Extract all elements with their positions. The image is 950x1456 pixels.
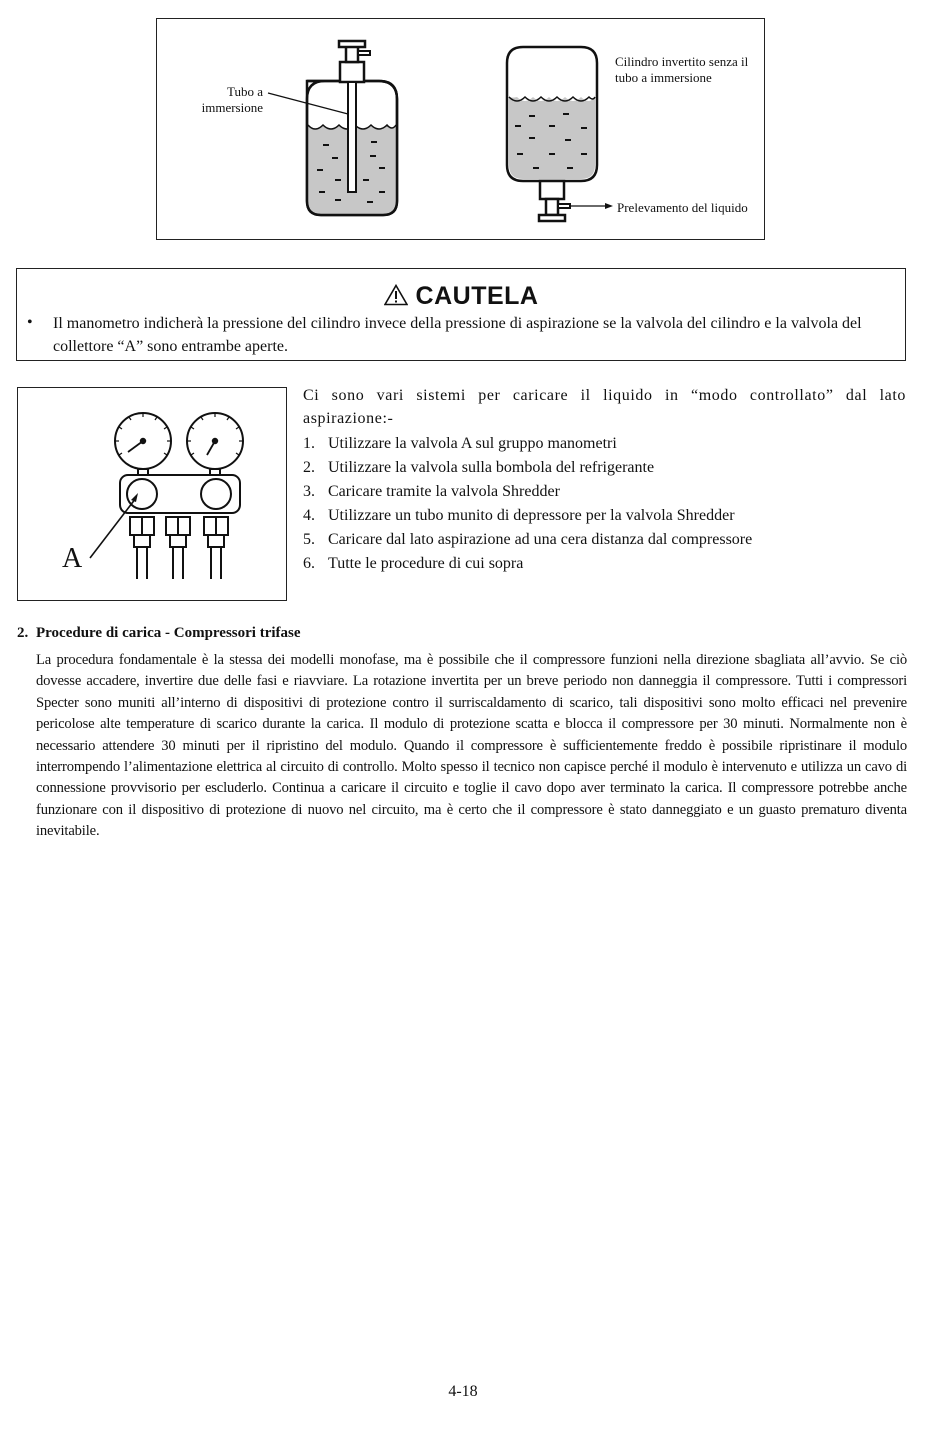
cylinder-figure	[156, 18, 765, 240]
warning-triangle-icon	[384, 284, 408, 313]
charging-intro: Ci sono vari sistemi per caricare il liquido in “modo controllato” dal lato aspirazione:-	[303, 387, 906, 427]
list-item: 1. Utilizzare la valvola A sul gruppo manometri	[303, 435, 617, 452]
caution-text: Il manometro indicherà la pressione del cilindro invece della pressione di aspirazione se la valvola del cilindro e la valvola del collettore “A” sono entrambe aperte.	[53, 315, 862, 355]
dip-tube-label: Tubo a immersione	[201, 84, 263, 115]
page-number: 4-18	[448, 1383, 478, 1400]
inverted-cylinder	[507, 47, 613, 221]
upright-cylinder	[268, 41, 397, 215]
section-heading	[17, 625, 301, 642]
list-item: 6. Tutte le procedure di cui sopra	[303, 555, 524, 572]
inverted-cylinder-label: Cilindro invertito senza il tubo a immersione	[615, 54, 749, 85]
list-item: 5. Caricare dal lato aspirazione ad una cera distanza dal compressore	[303, 531, 753, 548]
manifold-diagram	[18, 388, 288, 602]
liquid-draw-label: Prelevamento del liquido	[617, 200, 748, 215]
caution-heading	[17, 282, 905, 313]
caution-title: CAUTELA	[415, 282, 539, 310]
section-number: 2.	[17, 625, 29, 641]
caution-box	[16, 268, 906, 361]
charging-steps-list	[303, 432, 906, 576]
valve-a-label: A	[62, 543, 83, 574]
caution-bullet: •	[27, 314, 33, 331]
manifold-figure	[17, 387, 287, 601]
list-item: 2. Utilizzare la valvola sulla bombola del refrigerante	[303, 459, 655, 476]
list-item: 4. Utilizzare un tubo munito di depressore per la valvola Shredder	[303, 507, 735, 524]
section-title: Procedure di carica - Compressori trifase	[36, 625, 301, 641]
section-body: La procedura fondamentale è la stessa dei modelli monofase, ma è possibile che il compressore funzioni nella direzione sbagliata all’avvio. Se ciò dovesse accadere, invertire due delle fasi e riavviare. La rotazione invertita per un breve periodo non danneggia il compressore. Tutti i compressori Specter sono muniti all’interno di dispositivi di protezione contro il surriscaldamento di scarico, tali dispositivi sono molto efficaci nel prevenire pericolose alte temperature di scarico durante la carica. Il modulo di protezione scatta e blocca il compressore per 30 minuti. Normalmente non è necessario attendere 30 minuti per il ripristino del modulo. Quando il compressore è sufficientemente freddo è possibile ripristinare il modulo interrompendo l’alimentazione elettrica al circuito di controllo. Molto spesso il tecnico non capisce perché il modulo è intervenuto e utilizza un cavo di connessione provvisorio per escluderlo. Continua a caricare il circuito e toglie il cavo dopo aver terminato la carica. Il compressore potrebbe anche funzionare con il dispositivo di protezione di nuovo nel circuito, ma è certo che il compressore è stato danneggiato e un guasto prematuro diventa inevitabile.	[36, 652, 907, 840]
list-item: 3. Caricare tramite la valvola Shredder	[303, 483, 560, 500]
